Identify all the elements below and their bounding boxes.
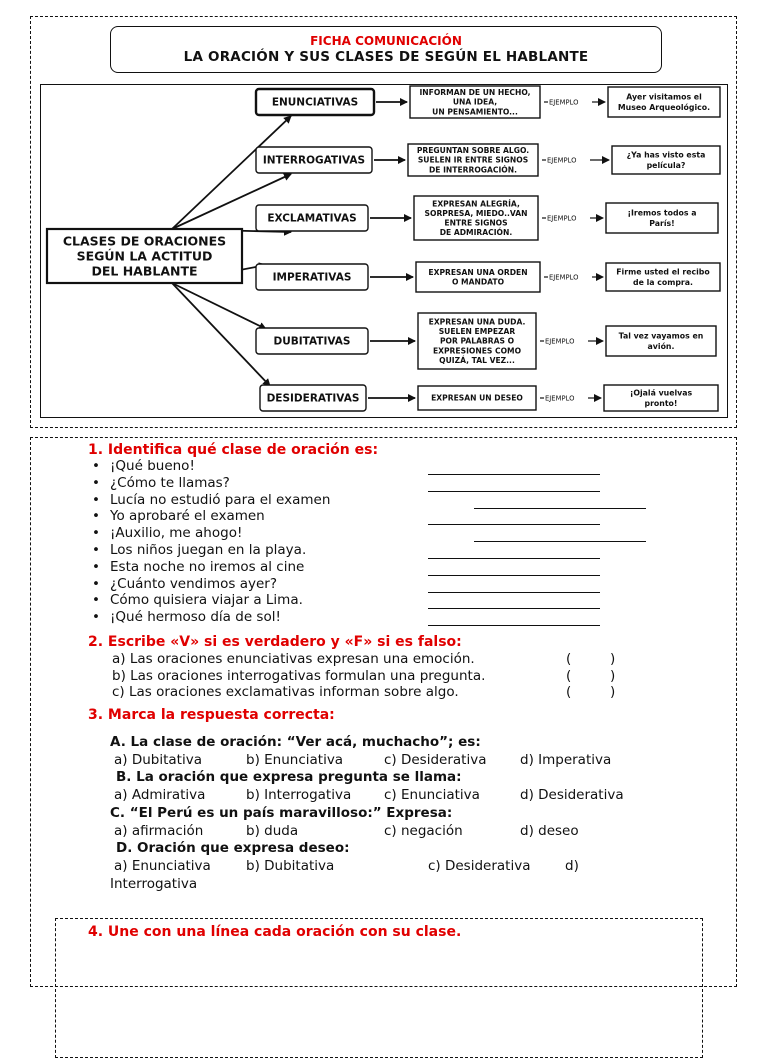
bullet-icon: • — [92, 525, 100, 542]
example-label: EJEMPLO — [546, 156, 576, 164]
example-label: EJEMPLO — [548, 98, 578, 106]
section1-item — [92, 542, 330, 559]
tf-answer-close: ) — [610, 684, 616, 700]
type-box-label: ENUNCIATIVAS — [271, 96, 358, 109]
bullet-icon: • — [92, 491, 100, 508]
bullet-icon: • — [92, 541, 100, 558]
question-heading: A. La clase de oración: “Ver acá, muchacho”; es: — [110, 734, 481, 750]
answer-blank[interactable] — [428, 510, 600, 525]
example-box-label: ¡Iremos todos a París! — [626, 207, 697, 228]
desc-box-label: EXPRESAN ALEGRÍA, SORPRESA, MIEDO..VAN ENTRE SIGNOS DE ADMIRACIÓN. — [424, 198, 527, 237]
example-label: EJEMPLO — [548, 273, 578, 281]
answer-option[interactable]: d) deseo — [520, 823, 579, 839]
section3-title: 3. Marca la respuesta correcta: — [88, 707, 335, 723]
desc-box-label: INFORMAN DE UN HECHO, UNA IDEA, UN PENSAMIENTO... — [418, 87, 531, 116]
desc-box-label: EXPRESAN UN DESEO — [430, 393, 523, 403]
title-box — [110, 26, 662, 73]
question-heading: D. Oración que expresa deseo: — [116, 840, 350, 856]
tf-answer-open[interactable]: ( — [566, 684, 572, 700]
section1-item — [92, 492, 330, 509]
center-arrow — [172, 283, 266, 329]
section1-title: 1. Identifica qué clase de oración es: — [88, 442, 379, 458]
answer-option[interactable]: b) Interrogativa — [246, 787, 352, 803]
answer-blank[interactable] — [428, 594, 600, 609]
answer-blank[interactable] — [474, 527, 646, 542]
section1-item-text: ¡Qué bueno! — [110, 458, 195, 474]
section1-item-text: Yo aprobaré el examen — [110, 508, 265, 525]
answer-option[interactable]: c) negación — [384, 823, 463, 839]
tf-answer-close: ) — [610, 667, 616, 684]
type-box-label: DUBITATIVAS — [273, 335, 350, 348]
answer-option[interactable]: b) Dubitativa — [246, 858, 335, 874]
bullet-icon: • — [92, 609, 100, 626]
question-heading: C. “El Perú es un país maravilloso:” Expresa: — [110, 805, 453, 821]
answer-blank[interactable] — [428, 578, 600, 593]
section1-item-text: ¡Auxilio, me ahogo! — [110, 525, 243, 542]
section1-list — [92, 458, 330, 626]
section1-item-text: Cómo quisiera viajar a Lima. — [110, 592, 303, 609]
tf-statement: a) Las oraciones enunciativas expresan una emoción. — [112, 651, 475, 667]
example-box-label: Ayer visitamos el Museo Arqueológico. — [617, 91, 710, 112]
example-box-label: ¿Ya has visto esta película? — [626, 149, 705, 170]
section1-item-text: Los niños juegan en la playa. — [110, 541, 307, 558]
answer-option[interactable]: b) Enunciativa — [246, 752, 344, 768]
example-label: EJEMPLO — [544, 337, 574, 345]
bullet-icon: • — [92, 575, 100, 592]
section1-item-text: Lucía no estudió para el examen — [110, 491, 331, 508]
tf-answer-open[interactable]: ( — [566, 667, 572, 684]
answer-blank[interactable] — [428, 561, 600, 576]
tf-answer-close: ) — [610, 651, 616, 667]
desc-box-label: EXPRESAN UNA ORDEN O MANDATO — [427, 267, 528, 286]
section1-item-text: ¡Qué hermoso día de sol! — [110, 609, 281, 626]
answer-option-wrap[interactable]: Interrogativa — [110, 876, 198, 892]
section1-item — [92, 576, 330, 593]
type-box-label: IMPERATIVAS — [272, 271, 351, 284]
answer-option[interactable]: a) Dubitativa — [114, 752, 202, 768]
section1-item — [92, 525, 330, 542]
section4-title: 4. Une con una línea cada oración con su clase. — [88, 924, 462, 940]
answer-option[interactable]: c) Desiderativa — [428, 858, 531, 874]
answer-blank[interactable] — [428, 460, 600, 475]
answer-blank[interactable] — [474, 494, 646, 509]
bullet-icon: • — [92, 474, 100, 491]
section1-item-text: ¿Cómo te llamas? — [110, 474, 230, 491]
bullet-icon: • — [92, 458, 100, 474]
example-box-label: Firme usted el recibo de la compra. — [615, 266, 710, 287]
bullet-icon: • — [92, 558, 100, 575]
answer-blank[interactable] — [428, 611, 600, 626]
bullet-icon: • — [92, 592, 100, 609]
tf-statement: b) Las oraciones interrogativas formulan una pregunta. — [112, 667, 486, 684]
type-box-label: DESIDERATIVAS — [266, 392, 359, 405]
answer-blank[interactable] — [428, 477, 600, 492]
answer-option[interactable]: a) Admirativa — [114, 787, 206, 803]
example-box-label: ¡Ojalá vuelvas pronto! — [629, 387, 692, 408]
answer-blank[interactable] — [428, 544, 600, 559]
section2-title: 2. Escribe «V» si es verdadero y «F» si es falso: — [88, 634, 462, 650]
section1-item — [92, 609, 330, 626]
answer-option[interactable]: a) afirmación — [114, 823, 204, 839]
tf-answer-open[interactable]: ( — [566, 651, 572, 667]
classes-diagram — [40, 84, 728, 418]
answer-option[interactable]: b) duda — [246, 823, 299, 839]
desc-box-label: PREGUNTAN SOBRE ALGO. SUELEN IR ENTRE SIGNOS DE INTERROGACIÓN. — [416, 145, 529, 174]
section1-item — [92, 475, 330, 492]
example-label: EJEMPLO — [544, 394, 574, 402]
answer-option[interactable]: d) Desiderativa — [520, 787, 624, 803]
header-title: LA ORACIÓN Y SUS CLASES DE SEGÚN EL HABLANTE — [183, 49, 589, 65]
type-box-label: INTERROGATIVAS — [262, 154, 365, 167]
question-heading: B. La oración que expresa pregunta se llama: — [116, 769, 462, 785]
section1-item — [92, 508, 330, 525]
header-subtitle: FICHA COMUNICACIÓN — [310, 34, 462, 48]
answer-option[interactable]: a) Enunciativa — [114, 858, 211, 874]
answer-option[interactable]: c) Enunciativa — [384, 787, 480, 803]
example-box-label: Tal vez vayamos en avión. — [618, 330, 703, 351]
section1-item — [92, 592, 330, 609]
answer-option[interactable]: c) Desiderativa — [384, 752, 487, 768]
section1-item-text: Esta noche no iremos al cine — [110, 558, 305, 575]
type-box-label: EXCLAMATIVAS — [266, 212, 357, 225]
section1-item-text: ¿Cuánto vendimos ayer? — [110, 575, 278, 592]
section1-item — [92, 458, 330, 475]
tf-statement: c) Las oraciones exclamativas informan sobre algo. — [112, 684, 459, 700]
answer-option[interactable]: d) Imperativa — [520, 752, 612, 768]
section1-item — [92, 559, 330, 576]
bullet-icon: • — [92, 508, 100, 525]
example-label: EJEMPLO — [546, 214, 576, 222]
desc-box-label: EXPRESAN UNA DUDA. SUELEN EMPEZAR POR PALABRAS O EXPRESIONES COMO QUIZÁ, TAL VEZ... — [428, 316, 525, 365]
center-box-label: CLASES DE ORACIONES SEGÚN LA ACTITUD DEL HABLANTE — [62, 232, 226, 278]
answer-option[interactable]: d) — [565, 858, 579, 874]
diagram-svg — [40, 84, 728, 418]
